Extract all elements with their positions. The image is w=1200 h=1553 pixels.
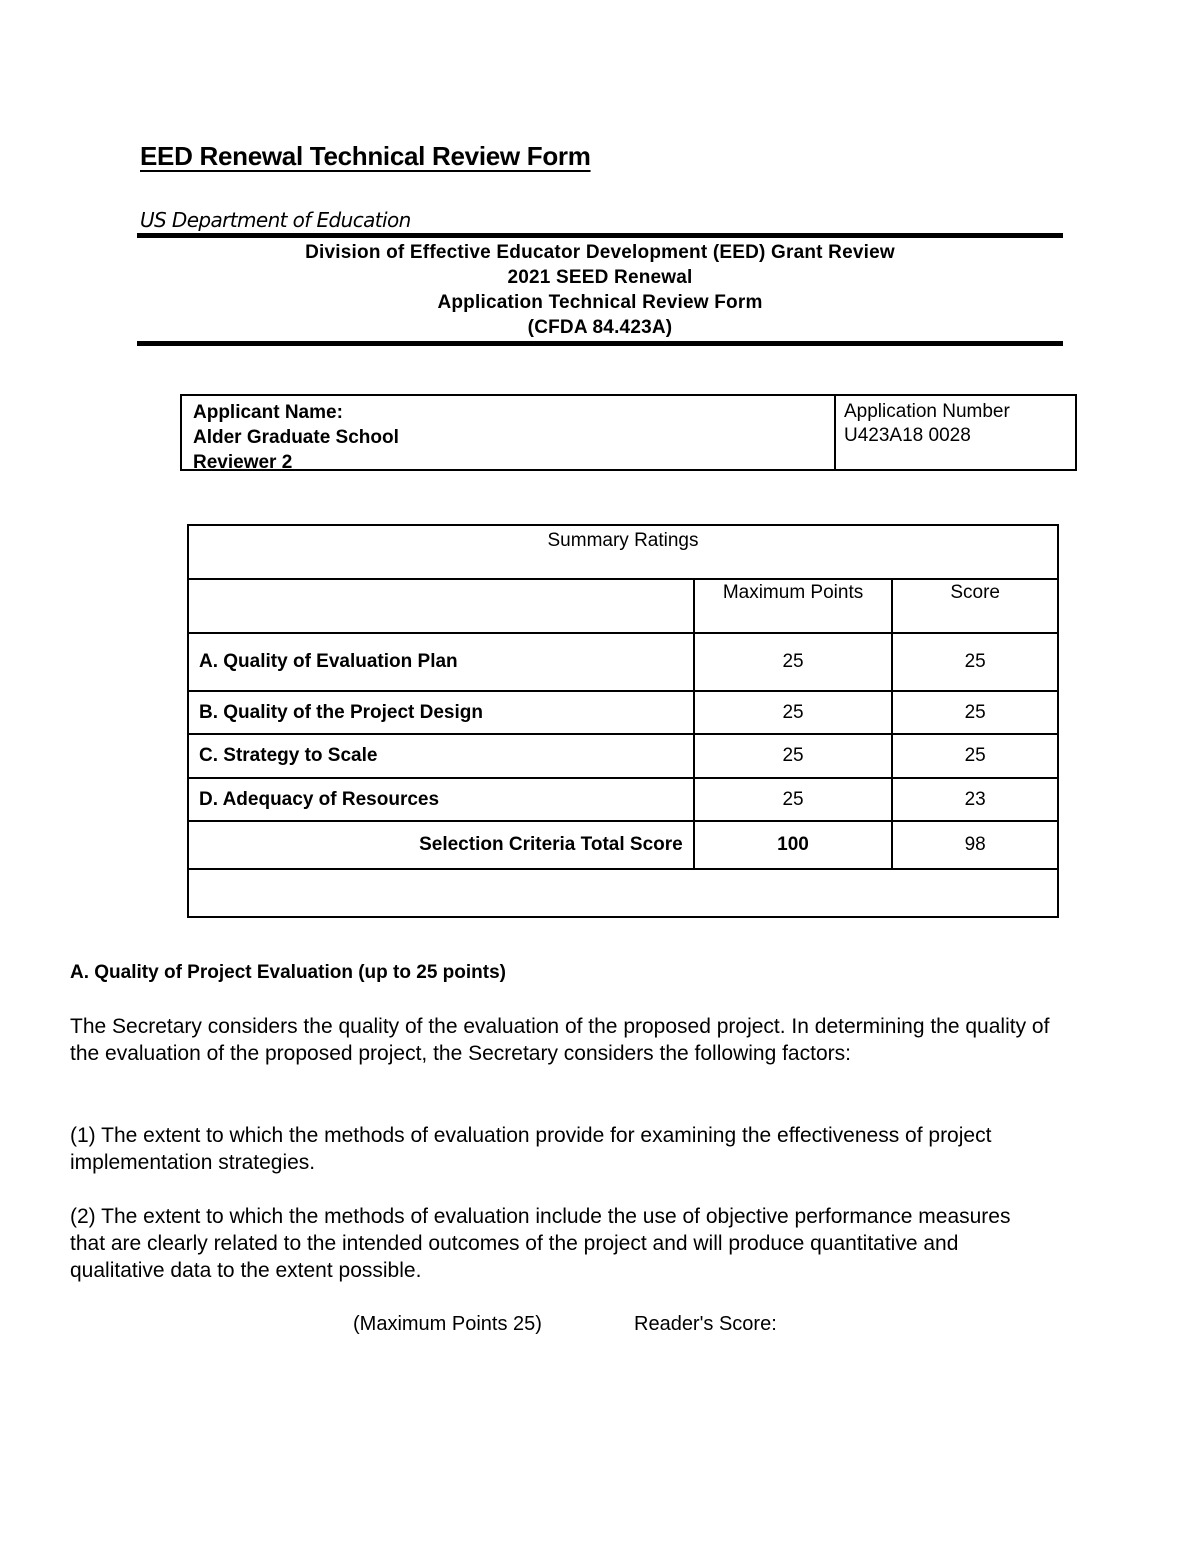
section-a-factor-1: (1) The extent to which the methods of evaluation provide for examining the effectiveness of project implementation strategies. xyxy=(70,1124,992,1174)
header-division: Division of Effective Educator Development (EED) Grant Review xyxy=(305,242,895,263)
applicant-name: Alder Graduate School xyxy=(193,427,399,448)
applicant-name-label: Applicant Name: xyxy=(193,402,343,423)
readers-score-label: Reader's Score: xyxy=(634,1313,777,1335)
header-blank-cell xyxy=(188,579,694,633)
top-rule xyxy=(137,233,1063,238)
bottom-rule xyxy=(137,341,1063,346)
empty-footer-row xyxy=(188,869,1058,917)
department-name: US Department of Education xyxy=(140,208,411,232)
score-cell: 23 xyxy=(892,778,1058,821)
table-row xyxy=(188,633,1058,691)
summary-caption: Summary Ratings xyxy=(188,525,1058,579)
max-points-cell: 25 xyxy=(694,633,893,691)
max-points-cell: 25 xyxy=(694,734,893,778)
application-number-cell xyxy=(836,396,1075,469)
total-row xyxy=(188,821,1058,869)
table-row xyxy=(188,734,1058,778)
criterion-label: D. Adequacy of Resources xyxy=(188,778,694,821)
application-number-label: Application Number xyxy=(844,401,1010,422)
reviewer-label: Reviewer 2 xyxy=(193,452,293,473)
form-header xyxy=(137,240,1063,340)
maximum-points-note: (Maximum Points 25) xyxy=(353,1313,542,1335)
header-program: 2021 SEED Renewal xyxy=(507,267,693,288)
total-score: 98 xyxy=(892,821,1058,869)
score-cell: 25 xyxy=(892,691,1058,734)
applicant-box xyxy=(180,394,1077,471)
applicant-info xyxy=(182,396,836,473)
column-header-max: Maximum Points xyxy=(694,579,893,633)
score-cell: 25 xyxy=(892,633,1058,691)
section-a-heading: A. Quality of Project Evaluation (up to 25 points) xyxy=(70,962,506,983)
criterion-label: A. Quality of Evaluation Plan xyxy=(188,633,694,691)
section-a-factor-2: (2) The extent to which the methods of evaluation include the use of objective performance measures that are clearly related to the intended outcomes of the project and will produce quantitative and qualitative data to the extent possible. xyxy=(70,1205,1011,1282)
table-row xyxy=(188,691,1058,734)
form-title: EED Renewal Technical Review Form xyxy=(140,141,591,171)
total-score-label: Selection Criteria Total Score xyxy=(188,821,694,869)
application-number: U423A18 0028 xyxy=(844,425,971,446)
table-row xyxy=(188,778,1058,821)
max-points-cell: 25 xyxy=(694,691,893,734)
max-points-cell: 25 xyxy=(694,778,893,821)
header-form-name: Application Technical Review Form xyxy=(437,292,763,313)
column-header-score: Score xyxy=(892,579,1058,633)
score-cell: 25 xyxy=(892,734,1058,778)
criterion-label: C. Strategy to Scale xyxy=(188,734,694,778)
summary-ratings-table xyxy=(187,524,1059,918)
total-max-points: 100 xyxy=(694,821,893,869)
header-cfda: (CFDA 84.423A) xyxy=(527,317,673,338)
section-a-intro: The Secretary considers the quality of the evaluation of the proposed project. In determining the quality of the evaluation of the proposed project, the Secretary considers the following factors: xyxy=(70,1015,1050,1065)
criterion-label: B. Quality of the Project Design xyxy=(188,691,694,734)
